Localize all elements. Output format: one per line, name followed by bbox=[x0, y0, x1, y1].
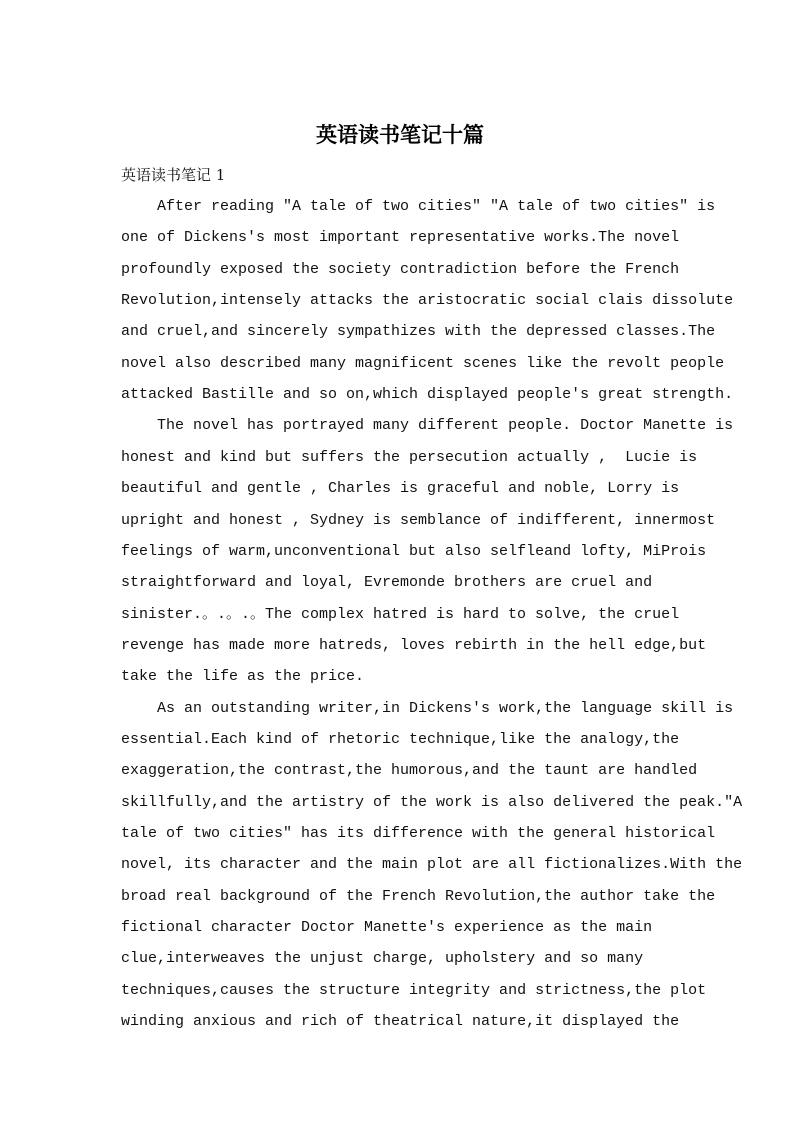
text-line: broad real background of the French Revolution,the author take the bbox=[121, 887, 716, 905]
text-line: clue,interweaves the unjust charge, upholstery and so many bbox=[121, 950, 644, 968]
text-line: techniques,causes the structure integrity and strictness,the plot bbox=[121, 981, 707, 999]
text-line: take the life as the price. bbox=[121, 668, 365, 686]
text-line: skillfully,and the artistry of the work is also delivered the peak."A bbox=[121, 793, 743, 811]
text-line: After reading "A tale of two cities" "A tale of two cities" is bbox=[121, 198, 716, 215]
document-title: 英语读书笔记十篇 bbox=[316, 123, 484, 147]
text-line: novel also described many magnificent scenes like the revolt people bbox=[121, 354, 725, 372]
section-heading: 英语读书笔记 1 bbox=[121, 166, 226, 184]
text-line: one of Dickens's most important representative works.The novel bbox=[121, 229, 680, 247]
text-line: tale of two cities" has its difference with the general historical bbox=[121, 825, 716, 842]
text-line: profoundly exposed the society contradiction before the French bbox=[121, 260, 680, 278]
text-line: beautiful and gentle , Charles is graceful and noble, Lorry is bbox=[121, 480, 680, 498]
text-line: As an outstanding writer,in Dickens's work,the language skill is bbox=[121, 699, 734, 717]
text-line: and cruel,and sincerely sympathizes with the depressed classes.The bbox=[121, 323, 716, 341]
text-line: straightforward and loyal, Evremonde brothers are cruel and bbox=[121, 574, 653, 592]
text-line: essential.Each kind of rhetoric technique,like the analogy,the bbox=[121, 730, 680, 748]
text-line: attacked Bastille and so on,which displayed people's great strength. bbox=[121, 386, 734, 404]
text-line: revenge has made more hatreds, loves rebirth in the hell edge,but bbox=[121, 636, 707, 654]
text-line: exaggeration,the contrast,the humorous,and the taunt are handled bbox=[121, 762, 698, 780]
text-line: winding anxious and rich of theatrical nature,it displayed the bbox=[121, 1013, 680, 1031]
text-line: upright and honest , Sydney is semblance of indifferent, innermost bbox=[121, 511, 716, 529]
text-line: sinister.。.。.。The complex hatred is hard to solve, the cruel bbox=[121, 605, 680, 623]
text-line: feelings of warm,unconventional but also selfleand lofty, MiProis bbox=[121, 542, 707, 560]
text-line: honest and kind but suffers the persecution actually , Lucie is bbox=[121, 448, 698, 466]
text-line: Revolution,intensely attacks the aristocratic social clais dissolute bbox=[121, 292, 734, 310]
text-line: novel, its character and the main plot are all fictionalizes.With the bbox=[121, 856, 743, 874]
text-line: fictional character Doctor Manette's experience as the main bbox=[121, 919, 653, 937]
text-line: The novel has portrayed many different people. Doctor Manette is bbox=[121, 417, 734, 435]
